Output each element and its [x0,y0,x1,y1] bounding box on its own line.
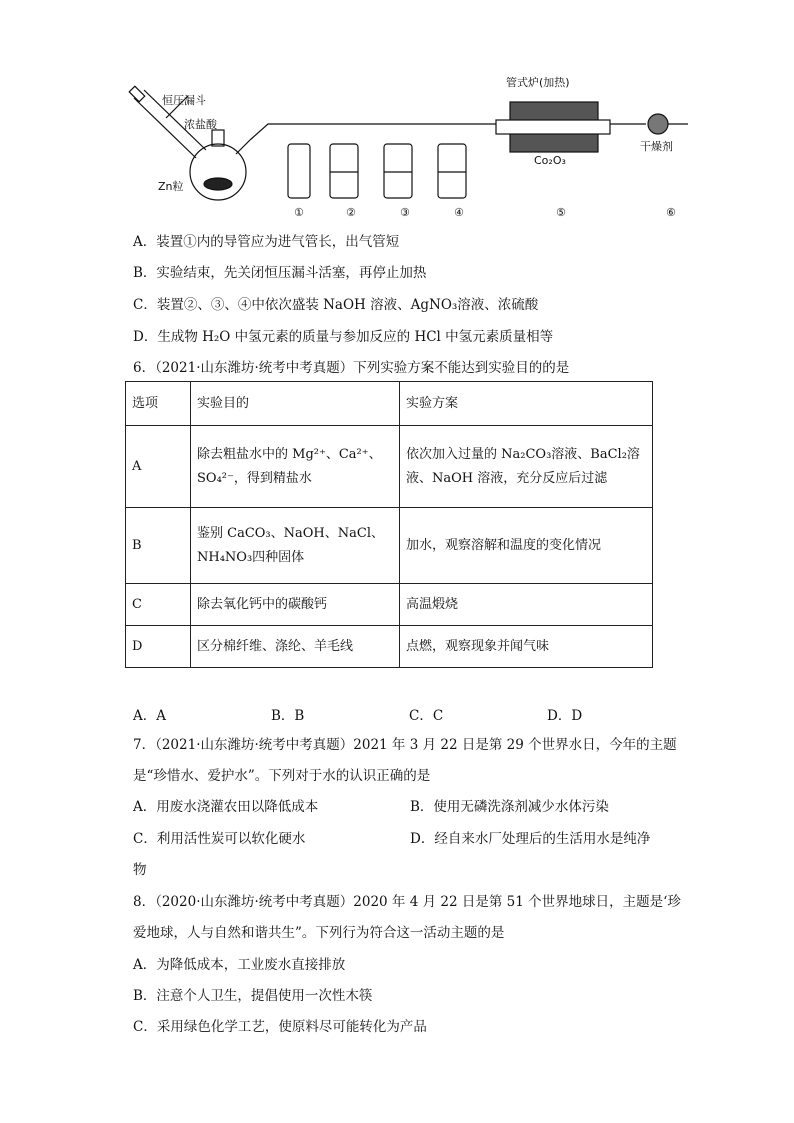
choice-c: C．C [409,708,444,724]
number-2: ② [346,206,356,219]
row-aim-line1: 除去粗盐水中的 Mg²⁺、Ca²⁺、 [197,446,382,462]
row-aim: 区分棉纤维、涤纶、羊毛线 [191,626,400,668]
q7-option-d-continued: 物 [133,862,147,878]
row-option: B [126,508,191,584]
row-aim-line2: SO₄²⁻，得到精盐水 [197,470,312,486]
table-row [126,508,653,584]
label-co2o3: Co₂O₃ [534,154,566,167]
q5-option-d: D．生成物 H₂O 中氢元素的质量与参加反应的 HCl 中氢元素质量相等 [133,329,554,345]
q5-option-b: B．实验结束，先关闭恒压漏斗活塞，再停止加热 [133,265,427,281]
q6-stem: 6．（2021·山东潍坊·统考中考真题）下列实验方案不能达到实验目的的是 [133,360,570,376]
q8-stem-line2: 爱地球，人与自然和谐共生”。下列行为符合这一活动主题的是 [133,925,505,941]
row-option: D [126,626,191,668]
wash-bottles [288,144,466,198]
row-plan: 加水，观察溶解和温度的变化情况 [400,508,653,584]
q8-option-a: A．为降低成本，工业废水直接排放 [133,957,346,973]
drying-tube [618,114,688,134]
table-row [126,426,653,508]
number-1: ① [294,206,304,219]
round-bottom-flask [190,130,250,200]
q7-option-b: B．使用无磷洗涤剂减少水体污染 [410,799,609,815]
table-row [126,584,653,626]
label-acid: 浓盐酸 [184,118,217,131]
label-furnace: 管式炉(加热) [506,76,570,89]
q8-option-c: C．采用绿色化学工艺，使原料尽可能转化为产品 [133,1019,427,1035]
q5-option-a: A．装置①内的导管应为进气管长，出气管短 [133,234,400,250]
tube-furnace [496,102,610,152]
q7-stem-line1: 7．（2021·山东潍坊·统考中考真题）2021 年 3 月 22 日是第 29 个世界水日，今年的主题 [133,737,677,753]
q5-option-c: C．装置②、③、④中依次盛装 NaOH 溶液、AgNO₃溶液、浓硫酸 [133,297,539,313]
row-plan: 高温煅烧 [400,584,653,626]
row-aim [191,426,400,508]
q7-stem-line2: 是“珍惜水、爱护水”。下列对于水的认识正确的是 [133,768,431,784]
header-plan: 实验方案 [400,382,653,426]
row-option: C [126,584,191,626]
row-plan: 点燃，观察现象并闻气味 [400,626,653,668]
q7-option-a: A．用废水浇灌农田以降低成本 [133,799,319,815]
number-6: ⑥ [666,206,676,219]
number-5: ⑤ [556,206,566,219]
q7-option-c: C．利用活性炭可以软化硬水 [133,831,306,847]
row-plan-line1: 依次加入过量的 Na₂CO₃溶液、BaCl₂溶 [406,446,640,462]
table-row [126,626,653,668]
row-option: A [126,426,191,508]
row-aim [191,508,400,584]
q8-option-b: B．注意个人卫生，提倡使用一次性木筷 [133,988,373,1004]
q6-table [125,381,653,668]
choice-a: A．A [133,708,166,724]
row-aim-line1: 鉴别 CaCO₃、NaOH、NaCl、 [197,525,384,541]
label-desiccant: 干燥剂 [640,140,673,153]
number-3: ③ [400,206,410,219]
row-plan [400,426,653,508]
choice-d: D．D [547,708,583,724]
row-aim-line2: NH₄NO₃四种固体 [197,549,305,565]
number-4: ④ [454,206,464,219]
apparatus-diagram [118,72,698,222]
header-aim: 实验目的 [191,382,400,426]
row-aim: 除去氧化钙中的碳酸钙 [191,584,400,626]
q7-option-d: D．经自来水厂处理后的生活用水是纯净 [410,831,651,847]
table-header-row [126,382,653,426]
choice-b: B．B [271,708,305,724]
label-funnel: 恒压漏斗 [162,94,206,107]
header-option: 选项 [126,382,191,426]
row-plan-line2: 液、NaOH 溶液，充分反应后过滤 [406,470,608,486]
q8-stem-line1: 8．（2020·山东潍坊·统考中考真题）2020 年 4 月 22 日是第 51 个世界地球日，主题是‘珍 [133,894,681,910]
label-zn: Zn粒 [158,180,184,193]
